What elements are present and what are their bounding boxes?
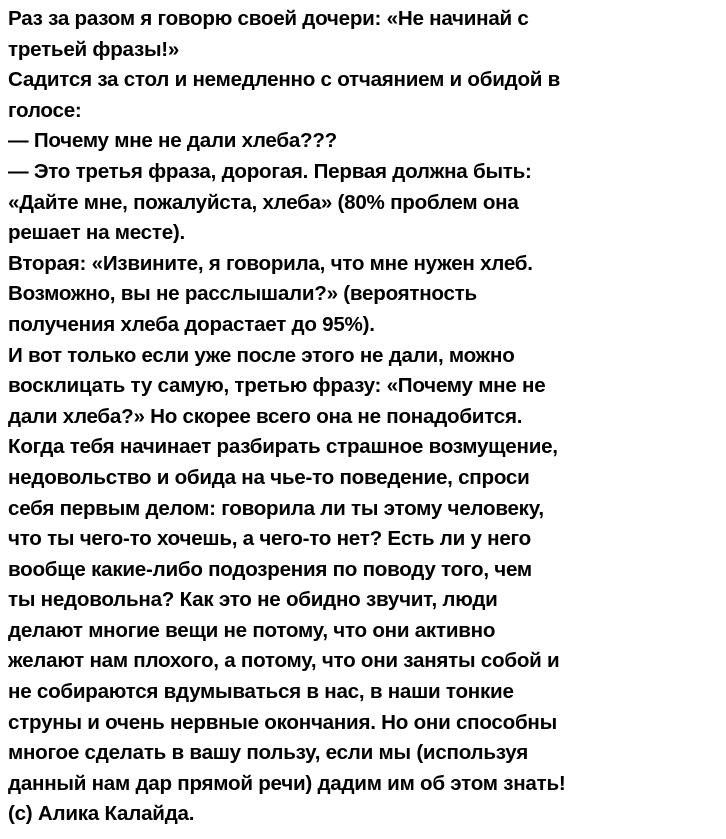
text-line-18: что ты чего-то хочешь, а чего-то нет? Есть ли у него [8, 527, 531, 551]
text-line-12: И вот только если уже после этого не дали, можно [8, 343, 515, 367]
text-line-15: Когда тебя начинает разбирать страшное возмущение, [8, 435, 558, 459]
text-line-5: — Почему мне не дали хлеба??? [8, 129, 338, 153]
text-line-14: дали хлеба?» Но скорее всего она не понадобится. [8, 404, 523, 428]
text-line-9: Вторая: «Извините, я говорила, что мне нужен хлеб. [8, 251, 533, 275]
text-line-13: восклицать ту самую, третью фразу: «Почему мне не [8, 374, 546, 398]
text-line-23: не собираются вдумываться в нас, в наши тонкие [8, 680, 514, 704]
text-line-4: голосе: [8, 98, 82, 122]
text-line-27: (с) Алика Калайда. [8, 802, 195, 826]
text-line-25: многое сделать в вашу пользу, если мы (используя [8, 741, 528, 765]
text-line-10: Возможно, вы не расслышали?» (вероятность [8, 282, 477, 306]
text-line-19: вообще какие-либо подозрения по поводу того, чем [8, 557, 532, 581]
text-line-3: Садится за стол и немедленно с отчаянием и обидой в [8, 68, 561, 92]
text-line-2: третьей фразы!» [8, 37, 180, 61]
text-line-16: недовольство и обида на чье-то поведение, спроси [8, 465, 530, 489]
text-line-7: «Дайте мне, пожалуйста, хлеба» (80% проблем она [8, 190, 519, 214]
text-line-20: ты недовольна? Как это не обидно звучит, люди [8, 588, 498, 612]
text-line-1: Раз за разом я говорю своей дочери: «Не начинай с [8, 7, 529, 30]
text-line-17: себя первым делом: говорила ли ты этому человеку, [8, 496, 544, 520]
text-line-6: — Это третья фраза, дорогая. Первая должна быть: [8, 159, 532, 183]
text-line-26: данный нам дар прямой речи) дадим им об этом знать! [8, 771, 566, 795]
text-line-24: струны и очень нервные окончания. Но они способны [8, 710, 557, 734]
text-line-22: желают нам плохого, а потому, что они заняты собой и [8, 649, 560, 673]
text-line-11: получения хлеба дорастает до 95%). [8, 312, 375, 336]
text-line-8: решает на месте). [8, 221, 185, 245]
text-line-21: делают многие вещи не потому, что они активно [8, 618, 496, 642]
